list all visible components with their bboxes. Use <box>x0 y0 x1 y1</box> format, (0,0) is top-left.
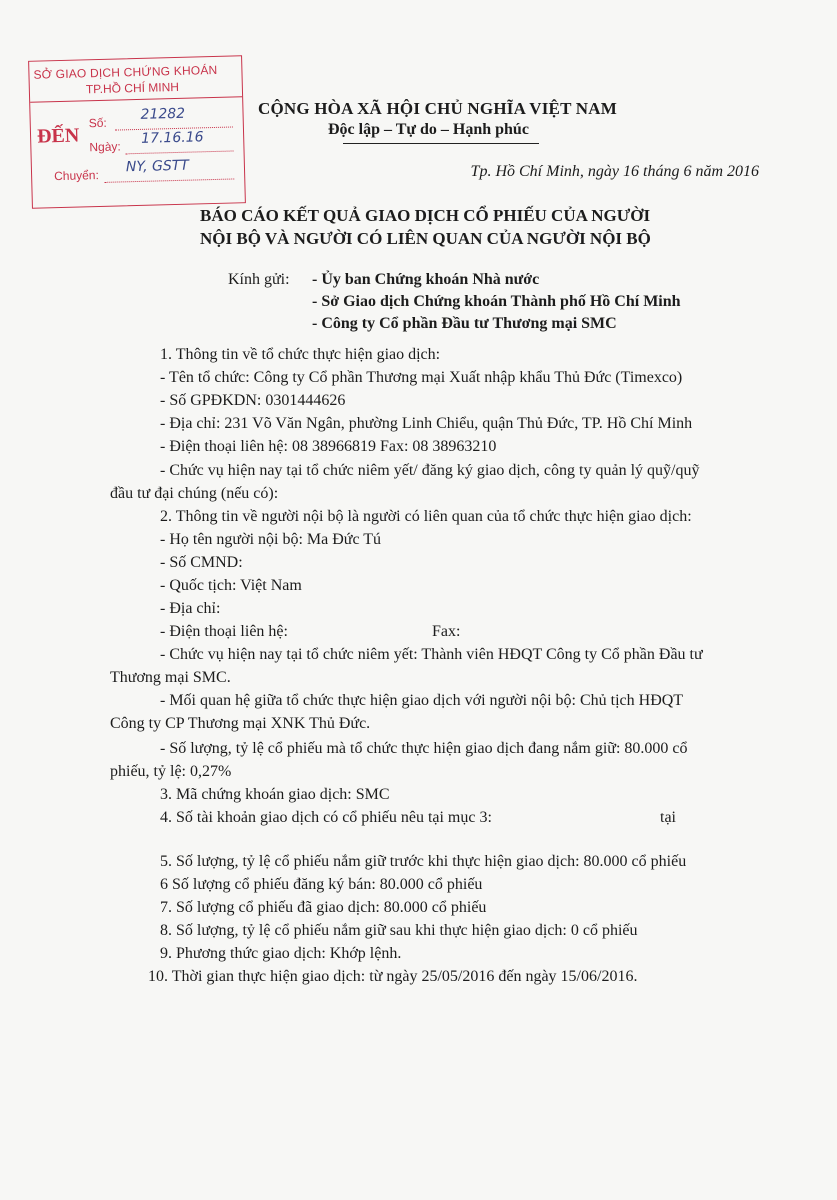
stamp-divider <box>30 96 242 103</box>
body-line: - Điện thoại liên hệ: 08 38966819 Fax: 08 38963210 <box>160 438 497 455</box>
section-heading: 8. Số lượng, tỷ lệ cổ phiếu nắm giữ sau khi thực hiện giao dịch: 0 cổ phiếu <box>160 922 638 939</box>
body-line: - Tên tổ chức: Công ty Cổ phần Thương mại Xuất nhập khẩu Thủ Đức (Timexco) <box>160 369 683 386</box>
stamp-dotline <box>126 150 234 154</box>
body-line: - Địa chỉ: <box>160 600 221 617</box>
section-heading: 7. Số lượng cổ phiếu đã giao dịch: 80.000 cổ phiếu <box>160 899 487 916</box>
body-line: Thương mại SMC. <box>110 669 231 686</box>
redaction-mask <box>684 804 802 828</box>
redaction-mask <box>462 985 752 1055</box>
body-line: Công ty CP Thương mại XNK Thủ Đức. <box>110 715 371 732</box>
section-heading: 6 Số lượng cổ phiếu đăng ký bán: 80.000 cổ phiếu <box>160 876 483 893</box>
section-heading: 4. Số tài khoản giao dịch có cổ phiếu nêu tại mục 3: <box>160 809 492 826</box>
section-heading: 5. Số lượng, tỷ lệ cổ phiếu nắm giữ trước khi thực hiện giao dịch: 80.000 cổ phiếu <box>160 853 687 870</box>
body-line: - Mối quan hệ giữa tổ chức thực hiện giao dịch với người nội bộ: Chủ tịch HĐQT <box>160 692 684 709</box>
body-line: - Quốc tịch: Việt Nam <box>160 577 302 594</box>
section-heading: 10. Thời gian thực hiện giao dịch: từ ngày 25/05/2016 đến ngày 15/06/2016. <box>148 968 638 985</box>
body-line: - Số CMND: <box>160 554 243 571</box>
body-line: phiếu, tỷ lệ: 0,27% <box>110 763 232 780</box>
body-line: - Số GPĐKDN: 0301444626 <box>160 392 346 409</box>
stamp-dotline <box>104 178 234 182</box>
body-line: - Địa chỉ: 231 Võ Văn Ngân, phường Linh Chiểu, quận Thủ Đức, TP. Hồ Chí Minh <box>160 415 693 432</box>
stamp-ngay-value: 17.16.16 <box>140 129 204 147</box>
section-heading: 1. Thông tin về tổ chức thực hiện giao dịch: <box>160 346 441 363</box>
dateline: Tp. Hồ Chí Minh, ngày 16 tháng 6 năm 2016 <box>470 163 759 180</box>
stamp-chuyen-value: NY, GSTT <box>125 157 190 176</box>
national-motto: Độc lập – Tự do – Hạnh phúc <box>328 121 529 138</box>
body-line: - Họ tên người nội bộ: Ma Đức Tú <box>160 531 382 548</box>
recipients-label: Kính gửi: <box>228 271 290 288</box>
recipient-item: - Sở Giao dịch Chứng khoán Thành phố Hồ Chí Minh <box>312 293 681 310</box>
body-line: - Chức vụ hiện nay tại tổ chức niêm yết/ đăng ký giao dịch, công ty quản lý quỹ/quỹ <box>160 462 700 479</box>
motto-underline <box>343 143 539 144</box>
section-heading: 2. Thông tin về người nội bộ là người có liên quan của tổ chức thực hiện giao dịch: <box>160 508 692 525</box>
received-stamp <box>28 55 246 209</box>
stamp-so-label: Số: <box>88 115 107 131</box>
stamp-chuyen-label: Chuyển: <box>53 168 99 184</box>
report-title-line1: BÁO CÁO KẾT QUẢ GIAO DỊCH CỔ PHIẾU CỦA NGƯỜI <box>200 206 651 225</box>
body-line: - Chức vụ hiện nay tại tổ chức niêm yết: Thành viên HĐQT Công ty Cổ phần Đầu tư <box>160 646 703 663</box>
body-line: tại <box>660 809 676 826</box>
recipient-item: - Ủy ban Chứng khoán Nhà nước <box>312 271 540 288</box>
stamp-den-label: ĐẾN <box>36 124 80 148</box>
section-heading: 3. Mã chứng khoán giao dịch: SMC <box>160 786 390 803</box>
body-line: - Số lượng, tỷ lệ cổ phiếu mà tổ chức thực hiện giao dịch đang nắm giữ: 80.000 cổ <box>160 740 688 757</box>
redaction-mask <box>558 804 656 828</box>
section-heading: 9. Phương thức giao dịch: Khớp lệnh. <box>160 945 402 962</box>
report-title-line2: NỘI BỘ VÀ NGƯỜI CÓ LIÊN QUAN CỦA NGƯỜI NỘI BỘ <box>200 229 651 248</box>
body-line: Fax: <box>432 623 461 640</box>
stamp-org-line1: SỞ GIAO DỊCH CHỨNG KHOÁN <box>33 62 218 82</box>
national-heading: CỘNG HÒA XÃ HỘI CHỦ NGHĨA VIỆT NAM <box>258 99 617 118</box>
stamp-so-value: 21282 <box>140 105 186 123</box>
stamp-ngay-label: Ngày: <box>89 139 121 155</box>
body-line: - Điện thoại liên hệ: <box>160 623 288 640</box>
stamp-org-line2: TP.HỒ CHÍ MINH <box>85 79 180 97</box>
body-line: đầu tư đại chúng (nếu có): <box>110 485 279 502</box>
recipient-item: - Công ty Cổ phần Đầu tư Thương mại SMC <box>312 315 617 332</box>
